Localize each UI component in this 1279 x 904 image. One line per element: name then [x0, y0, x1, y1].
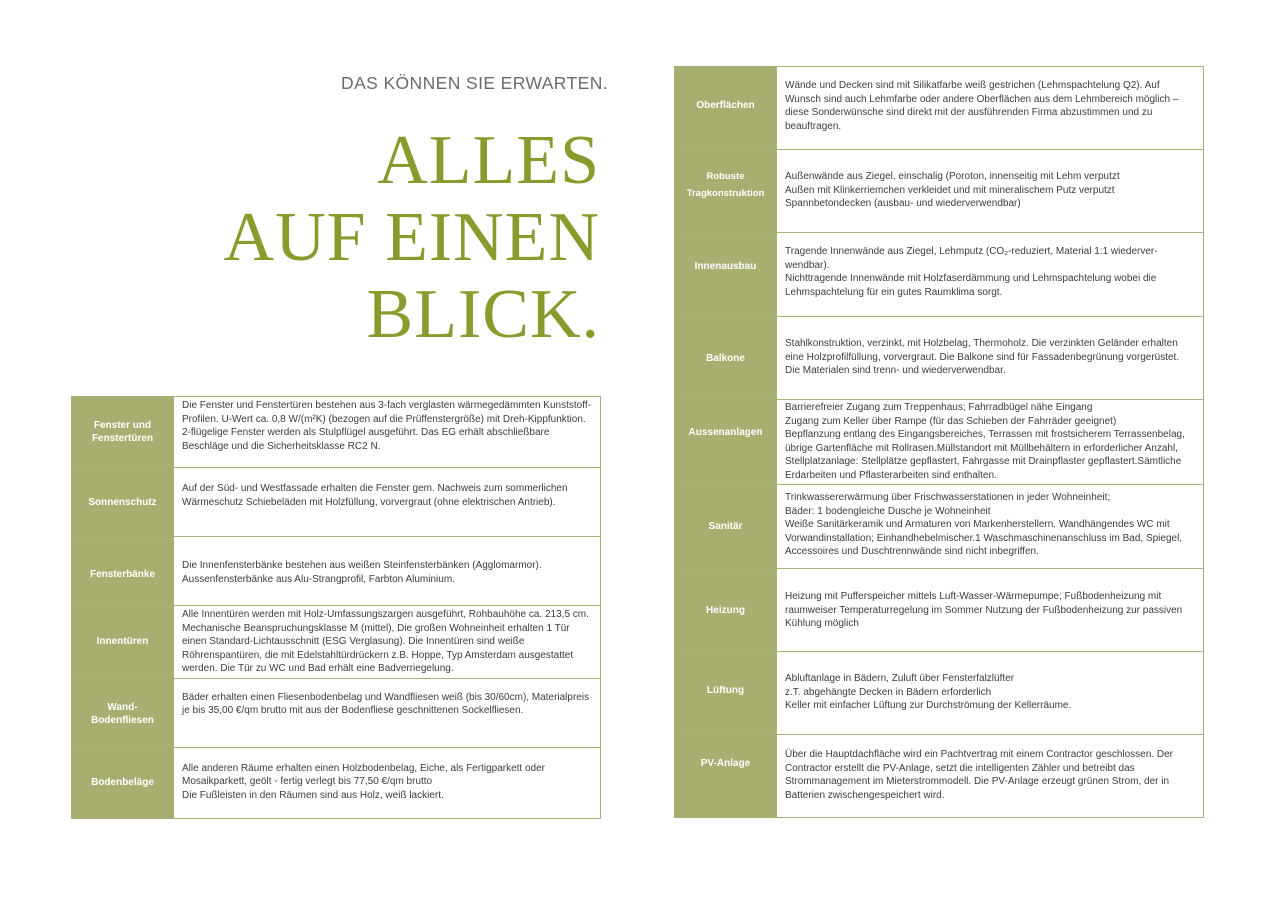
table-row [72, 678, 601, 747]
table-row [675, 485, 1204, 569]
row-label: Sonnenschutz [72, 468, 174, 537]
row-label: Sanitär [675, 485, 777, 569]
section-kicker: DAS KÖNNEN SIE ERWARTEN. [341, 73, 608, 93]
headline-line-2: AUF EINEN [223, 199, 600, 276]
headline-line-3: BLICK. [366, 276, 600, 353]
table-row [72, 468, 601, 537]
table-row [675, 67, 1204, 150]
row-label: Innentüren [72, 606, 174, 679]
row-text: Barrierefreier Zugang zum Treppenhaus; Fahrradbügel nähe Eingang Zugang zum Keller über Rampe (für das Schieben der Fahrräder geeignet) Bepflanzung entlang des Eingangsbereiches, Terrassen mit frostsicherem Terrassenbelag, übrige Gartenfläche mit Rollrasen.Müllstandort mit Müllbehältern in erforderlicher Anzahl, Stellplatzanlage: Stellplätze gepflastert, Fahrgasse mit Drainpflaster gepflastert.Sämtliche Erdarbeiten und Pflasterarbeiten sind enthalten. [777, 400, 1204, 485]
table-row [72, 606, 601, 679]
table-row [675, 735, 1204, 818]
left-spec-table [71, 396, 601, 819]
table-row [72, 537, 601, 606]
table-row [675, 233, 1204, 317]
right-spec-table [674, 66, 1204, 818]
row-label: Oberflächen [675, 67, 777, 150]
table-row [675, 150, 1204, 233]
row-text: Alle Innentüren werden mit Holz-Umfassungszargen ausgeführt, Rohbauhöhe ca. 213,5 cm. Mechanische Beanspruchungsklasse M (mittel), Die großen Wohneinheit erhalten 1 Tür einen Standard-Lichtausschnitt (ESG Verglasung). Die Innentüren sind weiße Röhrenspantüren, die mit Edelstahltürdrückern z.B. Hoppe, Typ Amsterdam ausgestattet werden. Die Tür zu WC und Bad erhält eine Badverriegelung. [174, 606, 601, 679]
table-row [72, 397, 601, 468]
row-label: Aussenanlagen [675, 400, 777, 485]
headline-line-1: ALLES [377, 122, 600, 199]
row-label: Robuste Tragkonstruktion [675, 150, 777, 233]
table-row [675, 569, 1204, 652]
row-text: Trinkwassererwärmung über Frischwasserstationen in jeder Wohneinheit; Bäder: 1 bodengleiche Dusche je Wohneinheit Weiße Sanitärkeramik und Armaturen von Markenherstellern. Wandhängendes WC mit Vorwandinstallation; Einhandhebelmischer.1 Waschmaschinenanschluss im Bad, Spiegel, Accessoires und Duschtrennwände sind nicht inbegriffen. [777, 485, 1204, 569]
row-text: Die Fenster und Fenstertüren bestehen aus 3-fach verglasten wärmegedämmten Kunststoff-Profilen. U-Wert ca. 0,8 W/(m²K) (bezogen auf die Prüffenstergröße) mit Dreh-Kippfunktion. 2-flügelige Fenster werden als Stulpflügel ausgeführt. Das EG erhält abschließbare Beschläge und die Sicherheitsklasse RC2 N. [174, 397, 601, 468]
headline [180, 122, 600, 353]
row-text: Alle anderen Räume erhalten einen Holzbodenbelag, Eiche, als Fertigparkett oder Mosaikparkett, geölt - fertig verlegt bis 77,50 €/qm brutto Die Fußleisten in den Räumen sind aus Holz, weiß lackiert. [174, 747, 601, 818]
row-label: Wand- Bodenfliesen [72, 678, 174, 747]
row-label: Fensterbänke [72, 537, 174, 606]
row-label: PV-Anlage [675, 735, 777, 818]
row-text: Tragende Innenwände aus Ziegel, Lehmputz (CO₂-reduziert, Material 1:1 wiederverwendbar). Nichttragende Innenwände mit Holzfaserdämmung und Lehmspachtelung wobei die Lehmspachtelung für ein gutes Raumklima sorgt. [777, 233, 1204, 317]
row-text: Auf der Süd- und Westfassade erhalten die Fenster gem. Nachweis zum sommerlichen Wärmeschutz Schiebeläden mit Holzfüllung, vorvergraut (ohne elektrischen Antrieb). [174, 468, 601, 537]
row-text: Abluftanlage in Bädern, Zuluft über Fensterfalzlüfter z.T. abgehängte Decken in Bädern erforderlich Keller mit einfacher Lüftung zur Durchströmung der Kellerräume. [777, 652, 1204, 735]
row-text: Die Innenfensterbänke bestehen aus weißen Steinfensterbänken (Agglomarmor). Aussenfensterbänke aus Alu-Strangprofil, Farbton Aluminium. [174, 537, 601, 606]
row-label: Heizung [675, 569, 777, 652]
table-row [72, 747, 601, 818]
table-row [675, 400, 1204, 485]
row-label: Balkone [675, 317, 777, 400]
row-text: Wände und Decken sind mit Silikatfarbe weiß gestrichen (Lehmspachtelung Q2). Auf Wunsch sind auch Lehmfarbe oder andere Oberflächen aus dem Lehmbereich möglich – diese Sonderwünsche sind direkt mit der ausführenden Firma abzustimmen und zu beauftragen. [777, 67, 1204, 150]
row-label: Lüftung [675, 652, 777, 735]
row-label: Fenster und Fenstertüren [72, 397, 174, 468]
row-label: Innenausbau [675, 233, 777, 317]
row-text: Heizung mit Pufferspeicher mittels Luft-Wasser-Wärmepumpe; Fußbodenheizung mit raumweiser Temperaturregelung im Sommer Nutzung der Fußbodenheizung zur passiven Kühlung möglich [777, 569, 1204, 652]
row-text: Außenwände aus Ziegel, einschalig (Poroton, innenseitig mit Lehm verputzt Außen mit Klinkerriemchen verkleidet und mit mineralischem Putz verputzt Spannbetondecken (ausbau- und wiederverwendbar) [777, 150, 1204, 233]
table-row [675, 317, 1204, 400]
row-label: Bodenbeläge [72, 747, 174, 818]
table-row [675, 652, 1204, 735]
row-text: Über die Hauptdachfläche wird ein Pachtvertrag mit einem Contractor geschlossen. Der Contractor erstellt die PV-Anlage, setzt die intelligenten Zähler und betreibt das Strommanagement im Mieterstrommodell. Die PV-Anlage erzeugt grünen Strom, der in Batterien zwischengespeichert wird. [777, 735, 1204, 818]
row-text: Bäder erhalten einen Fliesenbodenbelag und Wandfliesen weiß (bis 30/60cm), Materialpreis je bis 35,00 €/qm brutto mit aus der Bodenfliese geschnittenen Sockelfliesen. [174, 678, 601, 747]
row-text: Stahlkonstruktion, verzinkt, mit Holzbelag, Thermoholz. Die verzinkten Geländer erhalten eine Holzprofilfüllung, vorvergraut. Die Balkone sind für Fassadenbegrünung vorgerüstet. Die Materialen sind trenn- und wiederverwendbar. [777, 317, 1204, 400]
